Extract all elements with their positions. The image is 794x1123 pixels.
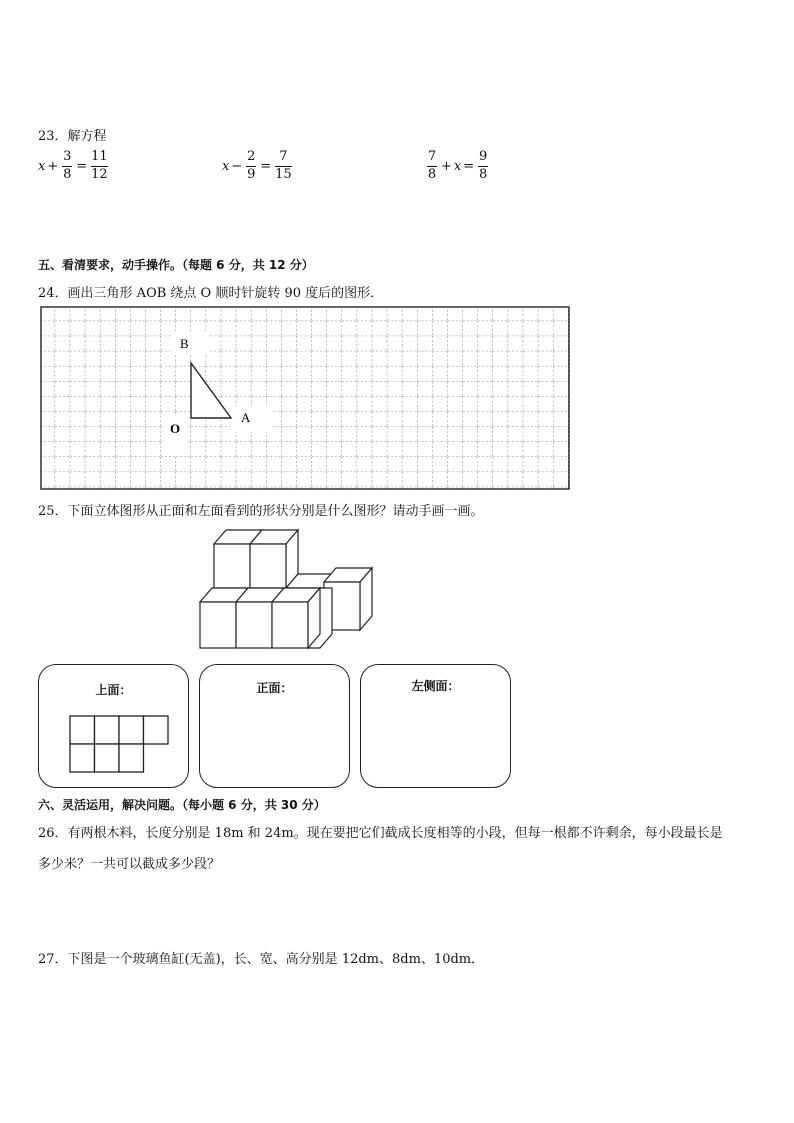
equation-2 — [222, 150, 294, 182]
eq3-op: + — [441, 158, 452, 174]
cube-solid-figure — [195, 524, 380, 652]
denominator: 12 — [91, 167, 108, 182]
eq1-equals: = — [76, 158, 88, 174]
numerator: 2 — [247, 149, 256, 164]
denominator: 15 — [275, 167, 292, 182]
eq1-var: x — [38, 158, 46, 174]
eq2-equals: = — [260, 158, 272, 174]
numerator: 7 — [427, 149, 437, 164]
denominator: 8 — [63, 167, 72, 182]
denominator: 8 — [479, 167, 488, 182]
front-view-label: 正面： — [256, 681, 293, 695]
front-view-box[interactable] — [199, 664, 350, 788]
eq3-var: x — [453, 158, 462, 174]
q27-text: 27．下图是一个玻璃鱼缸(无盖)，长、宽、高分别是 12dm、8dm、10dm． — [38, 952, 485, 967]
label-a: A — [241, 410, 251, 425]
eq3-frac-right — [478, 150, 488, 182]
q23-title: 23．解方程 — [38, 129, 107, 144]
denominator: 8 — [427, 167, 437, 182]
numerator: 7 — [279, 149, 288, 164]
eq1-frac-right — [91, 150, 108, 182]
denominator: 9 — [247, 167, 256, 182]
q26-line2: 多少米？一共可以截成多少段？ — [38, 857, 221, 872]
numerator: 11 — [91, 149, 108, 164]
top-view-label: 上面： — [95, 683, 132, 697]
section-5-title: 五、看清要求，动手操作。（每题 6 分，共 12 分） — [38, 258, 314, 272]
q24-text: 24．画出三角形 AOB 绕点 O 顺时针旋转 90 度后的图形． — [38, 286, 384, 301]
eq2-var: x — [222, 158, 230, 174]
numerator: 3 — [63, 149, 72, 164]
q26-line1: 26．有两根木料，长度分别是 18m 和 24m。现在要把它们截成长度相等的小段，但每一根都不许剩余，每小段最长是 — [38, 826, 723, 841]
eq2-op: − — [231, 158, 243, 174]
q25-text: 25．下面立体图形从正面和左面看到的形状分别是什么图形？请动手画一画。 — [38, 504, 484, 519]
grid-border — [41, 307, 569, 489]
equation-3 — [425, 150, 490, 182]
eq1-op: + — [47, 158, 59, 174]
top-view-box — [38, 664, 189, 788]
numerator: 9 — [479, 149, 488, 164]
section-6-title: 六、灵活运用，解决问题。（每小题 6 分，共 30 分） — [38, 798, 326, 812]
label-b: B — [180, 336, 189, 351]
equation-1 — [38, 150, 110, 182]
eq3-frac-left — [427, 150, 437, 182]
eq2-frac-right — [275, 150, 292, 182]
eq3-equals: = — [463, 158, 475, 174]
top-view-drawing — [69, 715, 169, 775]
left-view-label: 左侧面： — [411, 679, 460, 693]
eq2-frac-left — [246, 150, 256, 182]
rotation-grid — [40, 306, 572, 492]
left-view-box[interactable] — [360, 664, 511, 788]
label-o: O — [170, 421, 181, 436]
eq1-frac-left — [62, 150, 72, 182]
